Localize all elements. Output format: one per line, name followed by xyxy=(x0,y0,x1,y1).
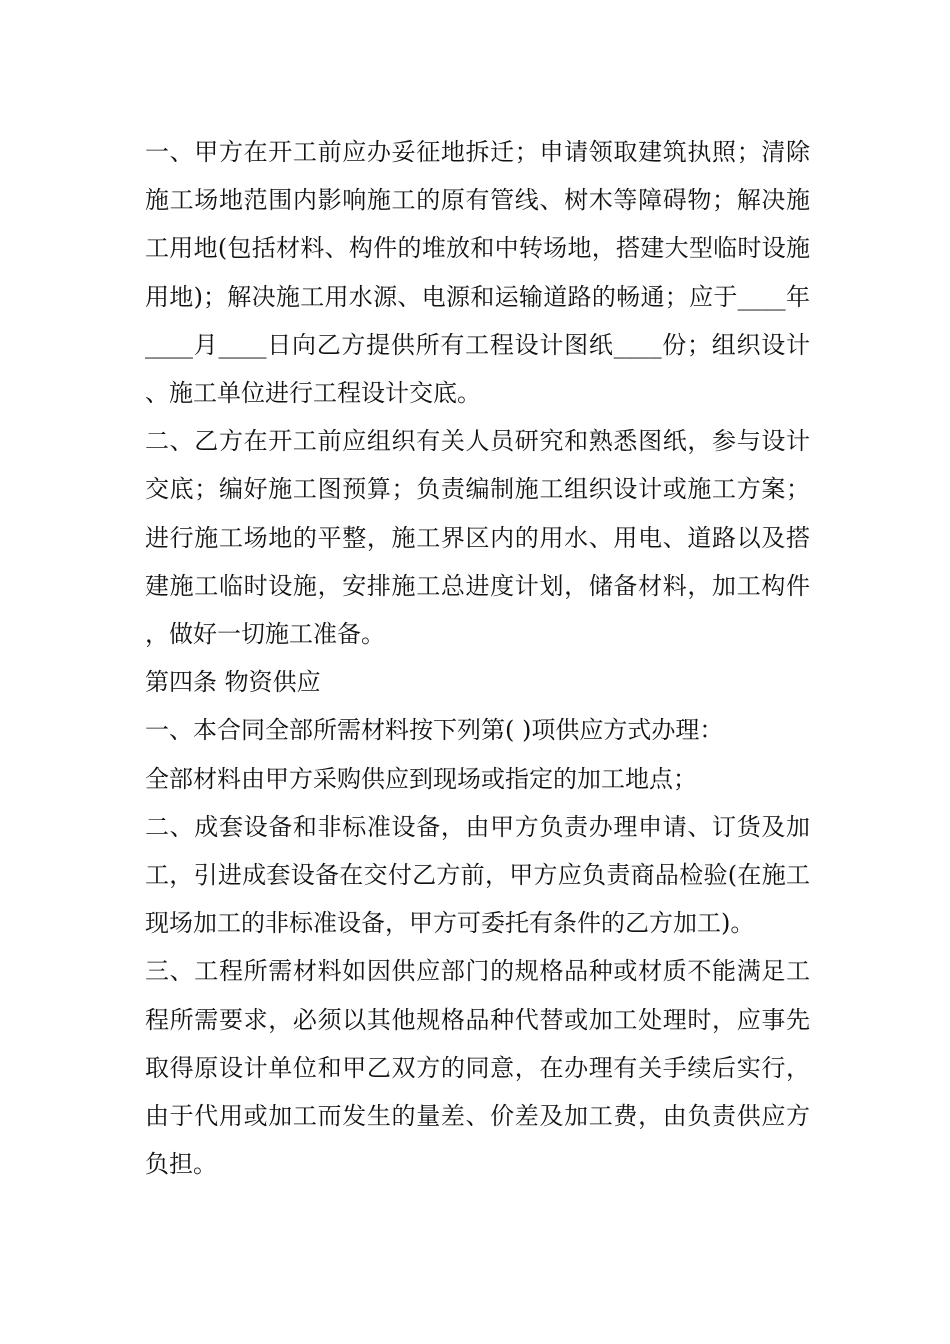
paragraph-supply-option: 全部材料由甲方采购供应到现场或指定的加工地点； xyxy=(145,764,697,793)
document-page xyxy=(145,128,810,1188)
article-heading: 第四条 物资供应 xyxy=(145,668,321,697)
paragraph-material-substitution: 三、工程所需材料如因供应部门的规格品种或材质不能满足工程所需要求，必须以其他规格品种代替或加工处理时，应事先取得原设计单位和甲乙双方的同意，在办理有关手续后实行，由于代用或加工而发生的量差、价差及加工费，由负责供应方负担。 xyxy=(145,957,810,1179)
paragraph-supply-method: 一、本合同全部所需材料按下列第( )项供应方式办理： xyxy=(145,716,724,745)
paragraph-equipment: 二、成套设备和非标准设备，由甲方负责办理申请、订货及加工，引进成套设备在交付乙方前，甲方应负责商品检验(在施工现场加工的非标准设备，甲方可委托有条件的乙方加工)。 xyxy=(145,812,810,938)
paragraph-party-b-duties: 二、乙方在开工前应组织有关人员研究和熟悉图纸，参与设计交底；编好施工图预算；负责编制施工组织设计或施工方案；进行施工场地的平整，施工界区内的用水、用电、道路以及搭建施工临时设施，安排施工总进度计划，储备材料，加工构件，做好一切施工准备。 xyxy=(145,427,810,649)
paragraph-party-a-duties: 一、甲方在开工前应办妥征地拆迁；申请领取建筑执照；清除施工场地范围内影响施工的原有管线、树木等障碍物；解决施工用地(包括材料、构件的堆放和中转场地，搭建大型临时设施用地)；解决施工用水源、电源和运输道路的畅通；应于____年____月____日向乙方提供所有工程设计图纸____份；组织设计、施工单位进行工程设计交底。 xyxy=(145,138,810,408)
